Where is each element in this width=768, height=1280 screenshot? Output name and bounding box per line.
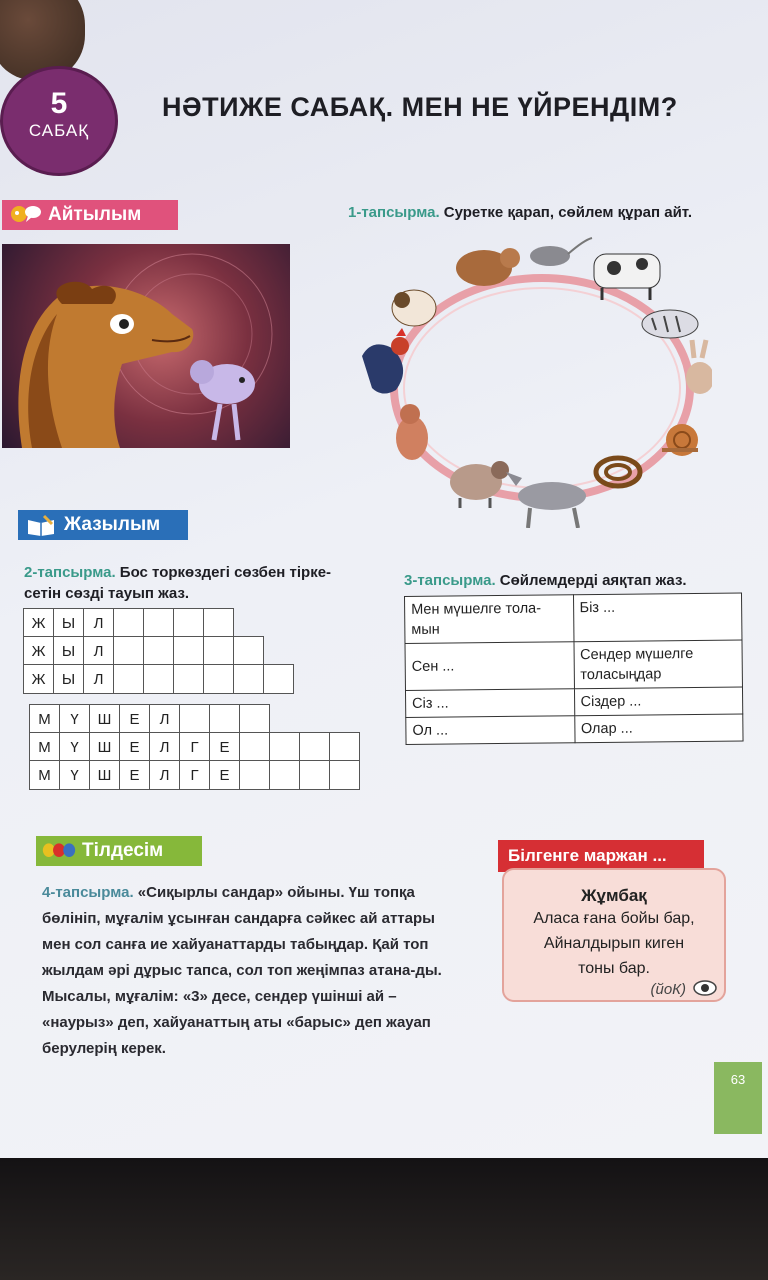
task-2-label: 2-тапсырма.: [24, 564, 116, 581]
grid-cell[interactable]: [329, 760, 360, 790]
task-1-text: Суретке қарап, сөйлем құрап айт.: [439, 204, 692, 221]
grid-cell: Е: [119, 704, 150, 734]
section-writing-label: Жазылым: [64, 514, 161, 535]
dog-icon: [392, 290, 436, 326]
chat-balloons-icon: [42, 840, 76, 862]
grid-cell: М: [29, 704, 60, 734]
cow-icon: [594, 254, 660, 300]
grid-cell: Е: [119, 732, 150, 762]
open-book-icon: [24, 514, 58, 536]
grid-cell[interactable]: [203, 664, 234, 694]
task-1: [348, 204, 692, 221]
word-grid-row: [30, 733, 360, 762]
section-language-label: Тілдесім: [82, 840, 164, 861]
grid-cell[interactable]: [233, 664, 264, 694]
grid-cell: Ш: [89, 760, 120, 790]
horse-mouse-illustration: [2, 244, 290, 448]
word-grid-row: [24, 665, 294, 694]
grid-cell: Л: [83, 636, 114, 666]
grid-cell: М: [29, 732, 60, 762]
zodiac-animal-wheel: [352, 228, 712, 528]
word-grid-row: [24, 637, 264, 666]
table-row: [405, 687, 742, 718]
grid-cell: Г: [179, 760, 210, 790]
grid-cell: Е: [119, 760, 150, 790]
grid-cell: Ы: [53, 636, 84, 666]
grid-cell: Ы: [53, 664, 84, 694]
task-4-text: «Сиқырлы сандар» ойыны. Үш топқа бөлініп, мұғалім ұсынған сандарға сәйкес ай аттары мен сол санға ие хайуанаттарды табыңдар. Қай топ жылдам әрі дұрыс тапса, сол топ жеңімпаз атана-ды. Мысалы, мұғалім: «3» десе, сендер үшінші ай – «наурыз» деп, хайуанаттың аты «барыс» деп жауап берулерің керек.: [42, 884, 442, 1057]
grid-cell[interactable]: [299, 732, 330, 762]
grid-cell: Ү: [59, 760, 90, 790]
table-row: [405, 640, 742, 691]
rat-icon: [530, 238, 592, 266]
grid-cell: Ж: [23, 608, 54, 638]
task-2-text: Бос торкөздегі сөзбен тірке-сетін сөзді тауып жаз.: [24, 564, 332, 602]
task-3-label: 3-тапсырма.: [404, 572, 496, 589]
grid-cell: Г: [179, 732, 210, 762]
table-cell[interactable]: Олар ...: [574, 714, 743, 743]
grid-cell: Л: [83, 664, 114, 694]
grid-cell: Л: [83, 608, 114, 638]
grid-cell[interactable]: [239, 760, 270, 790]
speech-bubble-icon: [8, 204, 42, 226]
sentence-table: [404, 592, 744, 745]
grid-cell[interactable]: [113, 664, 144, 694]
task-3-text: Сөйлемдерді аяқтап жаз.: [495, 572, 687, 589]
grid-cell: Е: [209, 732, 240, 762]
grid-cell[interactable]: [233, 636, 264, 666]
section-tag-writing: [18, 510, 188, 540]
eye-icon: [692, 978, 718, 998]
riddle-line: тоны бар.: [578, 960, 650, 977]
riddle-box: [502, 868, 726, 1002]
section-tag-language: [36, 836, 202, 866]
lesson-badge: [0, 66, 118, 176]
grid-cell: Ш: [89, 704, 120, 734]
monkey-icon: [396, 404, 428, 460]
grid-cell[interactable]: [239, 732, 270, 762]
grid-cell[interactable]: [239, 704, 270, 734]
task-3: [404, 572, 687, 589]
grid-cell: Е: [209, 760, 240, 790]
grid-cell[interactable]: [329, 732, 360, 762]
table-cell[interactable]: Ол ...: [406, 716, 575, 745]
grid-cell: Л: [149, 760, 180, 790]
tiger-icon: [642, 310, 698, 338]
table-cell[interactable]: Сіздер ...: [574, 687, 743, 716]
grid-cell: Ж: [23, 664, 54, 694]
grid-cell[interactable]: [203, 636, 234, 666]
task-2: [24, 562, 354, 604]
lesson-number: 5: [50, 87, 68, 120]
grid-cell[interactable]: [113, 608, 144, 638]
grid-cell: Ж: [23, 636, 54, 666]
word-grid-row: [24, 609, 234, 638]
grid-cell: Ү: [59, 732, 90, 762]
info-box-heading: Білгенге маржан ...: [498, 840, 704, 872]
riddle-title: Жұмбақ: [581, 886, 647, 905]
grid-cell[interactable]: [113, 636, 144, 666]
section-speaking-label: Айтылым: [48, 204, 142, 225]
grid-cell: М: [29, 760, 60, 790]
grid-cell[interactable]: [209, 704, 240, 734]
grid-cell[interactable]: [173, 664, 204, 694]
grid-cell: Ы: [53, 608, 84, 638]
section-tag-speaking: [2, 200, 178, 230]
grid-cell[interactable]: [269, 760, 300, 790]
grid-cell: Л: [149, 732, 180, 762]
grid-cell[interactable]: [173, 608, 204, 638]
table-cell[interactable]: Біз ...: [573, 593, 742, 642]
grid-cell[interactable]: [173, 636, 204, 666]
table-cell[interactable]: Сен ...: [405, 642, 574, 691]
grid-cell: Л: [149, 704, 180, 734]
grid-cell[interactable]: [179, 704, 210, 734]
task-4: [42, 880, 454, 1062]
grid-cell[interactable]: [269, 732, 300, 762]
grid-cell[interactable]: [143, 636, 174, 666]
table-cell: Сендер мүшелге толасыңдар: [573, 640, 742, 689]
riddle-line: Айналдырып киген: [543, 935, 685, 952]
table-row: [405, 593, 742, 644]
riddle-line: Аласа ғана бойы бар,: [533, 910, 695, 927]
word-grid-row: [30, 705, 270, 734]
grid-cell[interactable]: [263, 664, 294, 694]
grid-cell[interactable]: [143, 608, 174, 638]
grid-cell[interactable]: [299, 760, 330, 790]
background-surface: [0, 1158, 768, 1280]
rabbit-icon: [686, 340, 712, 394]
grid-cell[interactable]: [143, 664, 174, 694]
task-1-label: 1-тапсырма.: [348, 204, 440, 221]
grid-cell[interactable]: [203, 608, 234, 638]
page-number: 63: [714, 1062, 762, 1134]
riddle-answer: (йоК): [650, 981, 686, 998]
lesson-word: САБАҚ: [28, 121, 90, 140]
task-4-label: 4-тапсырма.: [42, 884, 134, 901]
page-title: НӘТИЖЕ САБАҚ. МЕН НЕ ҮЙРЕНДІМ?: [162, 92, 678, 122]
grid-cell: Ү: [59, 704, 90, 734]
table-cell[interactable]: Сіз ...: [405, 689, 574, 718]
word-grid-row: [30, 761, 360, 790]
grid-cell: Ш: [89, 732, 120, 762]
table-cell: Мен мүшелге тола-мын: [405, 595, 574, 644]
table-row: [406, 714, 743, 745]
